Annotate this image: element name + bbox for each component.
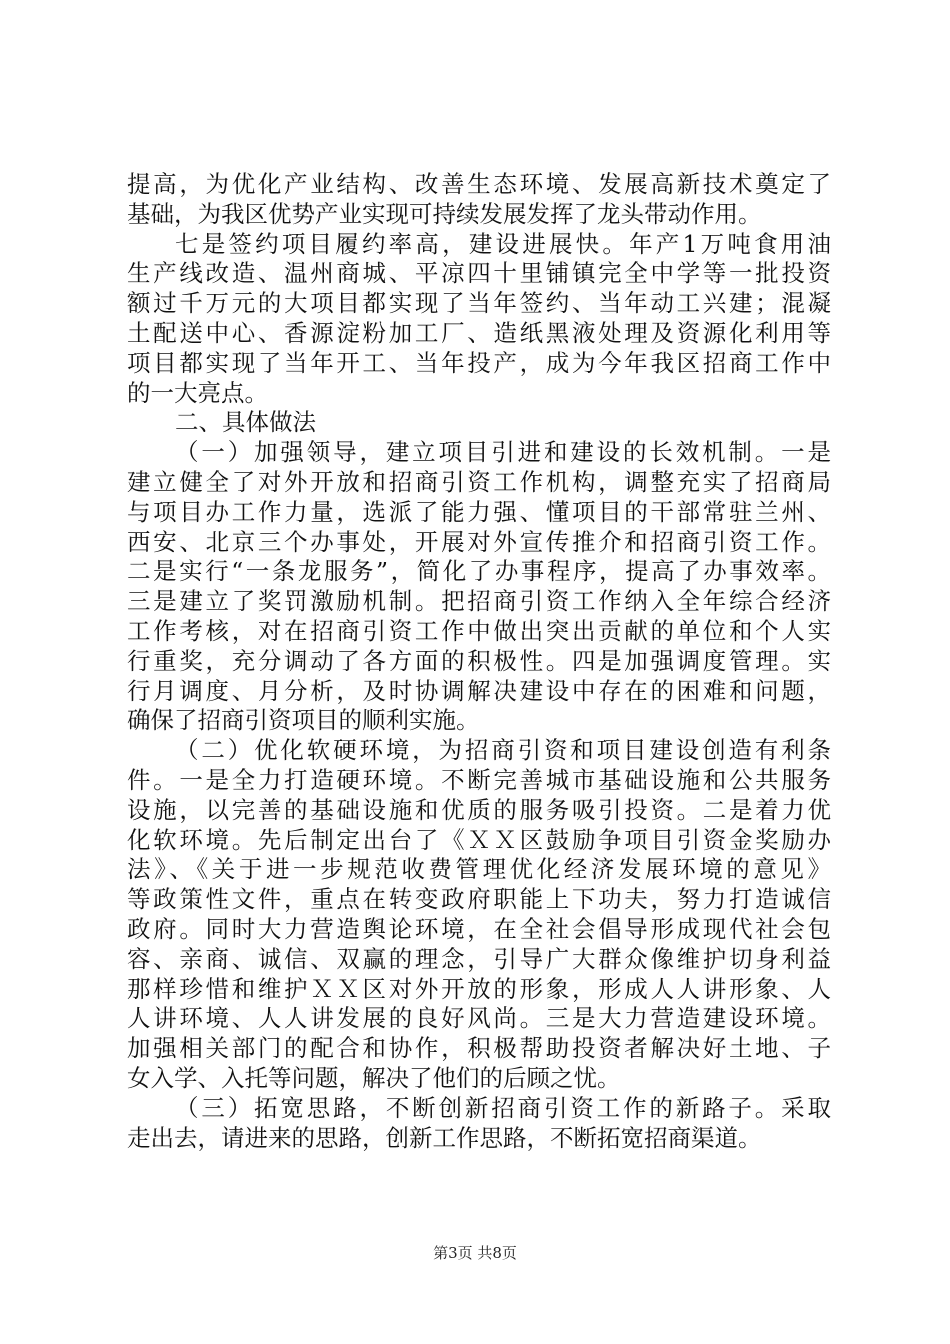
text-line: 那样珍惜和维护ＸＸ区对外开放的形象，形成人人讲形象、人: [127, 974, 831, 1003]
text-line: 等政策性文件，重点在转变政府职能上下功夫，努力打造诚信: [127, 885, 831, 914]
page-footer: 第3页 共8页: [433, 1244, 517, 1262]
text-line: 容、亲商、诚信、双赢的理念，引导广大群众像维护切身利益: [127, 944, 831, 973]
text-line: 项目都实现了当年开工、当年投产，成为今年我区招商工作中: [127, 348, 831, 377]
text-line: 人讲环境、人人讲发展的良好风尚。三是大力营造建设环境。: [127, 1004, 831, 1033]
paragraph: [127, 170, 831, 230]
text-line: 三是建立了奖罚激励机制。把招商引资工作纳入全年综合经济: [127, 587, 831, 616]
paragraph: [127, 1094, 831, 1154]
text-line: 与项目办工作力量，选派了能力强、懂项目的干部常驻兰州、: [127, 497, 831, 526]
text-line: 行重奖，充分调动了各方面的积极性。四是加强调度管理。实: [127, 646, 831, 675]
paragraph: [127, 408, 831, 438]
text-line: （二）优化软硬环境，为招商引资和项目建设创造有利条: [175, 736, 831, 765]
text-line: 化软环境。先后制定出台了《ＸＸ区鼓励争项目引资金奖励办: [127, 825, 831, 854]
text-line: 件。一是全力打造硬环境。不断完善城市基础设施和公共服务: [127, 765, 831, 794]
text-line: （一）加强领导，建立项目引进和建设的长效机制。一是: [175, 438, 831, 467]
text-line: （三）拓宽思路，不断创新招商引资工作的新路子。采取: [175, 1093, 831, 1122]
text-line: 女入学、入托等问题，解决了他们的后顾之忧。: [127, 1063, 621, 1092]
text-line: 七是签约项目履约率高，建设进展快。年产1万吨食用油: [175, 229, 831, 258]
text-line: 提高，为优化产业结构、改善生态环境、发展高新技术奠定了: [127, 170, 831, 198]
text-line: 设施，以完善的基础设施和优质的服务吸引投资。二是着力优: [127, 795, 831, 824]
document-body: [127, 170, 831, 1153]
text-line: 二是实行“一条龙服务”，简化了办事程序，提高了办事效率。: [127, 557, 831, 586]
text-line: 基础，为我区优势产业实现可持续发展发挥了龙头带动作用。: [127, 199, 762, 228]
text-line: 行月调度、月分析，及时协调解决建设中存在的困难和问题，: [127, 676, 831, 705]
text-line: 确保了招商引资项目的顺利实施。: [127, 706, 480, 735]
text-line: 额过千万元的大项目都实现了当年签约、当年动工兴建；混凝: [127, 289, 831, 318]
paragraph: [127, 438, 831, 736]
paragraph: [127, 736, 831, 1094]
text-line: 建立健全了对外开放和招商引资工作机构，调整充实了招商局: [127, 467, 831, 496]
paragraph: [127, 230, 831, 409]
text-line: 生产线改造、温州商城、平凉四十里铺镇完全中学等一批投资: [127, 259, 831, 288]
text-line: 工作考核，对在招商引资工作中做出突出贡献的单位和个人实: [127, 616, 831, 645]
text-line: 西安、北京三个办事处，开展对外宣传推介和招商引资工作。: [127, 527, 831, 556]
text-line: 的一大亮点。: [127, 378, 268, 407]
text-line: 土配送中心、香源淀粉加工厂、造纸黑液处理及资源化利用等: [127, 318, 831, 347]
text-line: 二、具体做法: [175, 408, 316, 437]
text-line: 政府。同时大力营造舆论环境，在全社会倡导形成现代社会包: [127, 914, 831, 943]
text-line: 法》、《关于进一步规范收费管理优化经济发展环境的意见》: [127, 855, 831, 884]
text-line: 加强相关部门的配合和协作，积极帮助投资者解决好土地、子: [127, 1034, 831, 1063]
text-line: 走出去，请进来的思路，创新工作思路，不断拓宽招商渠道。: [127, 1123, 762, 1152]
